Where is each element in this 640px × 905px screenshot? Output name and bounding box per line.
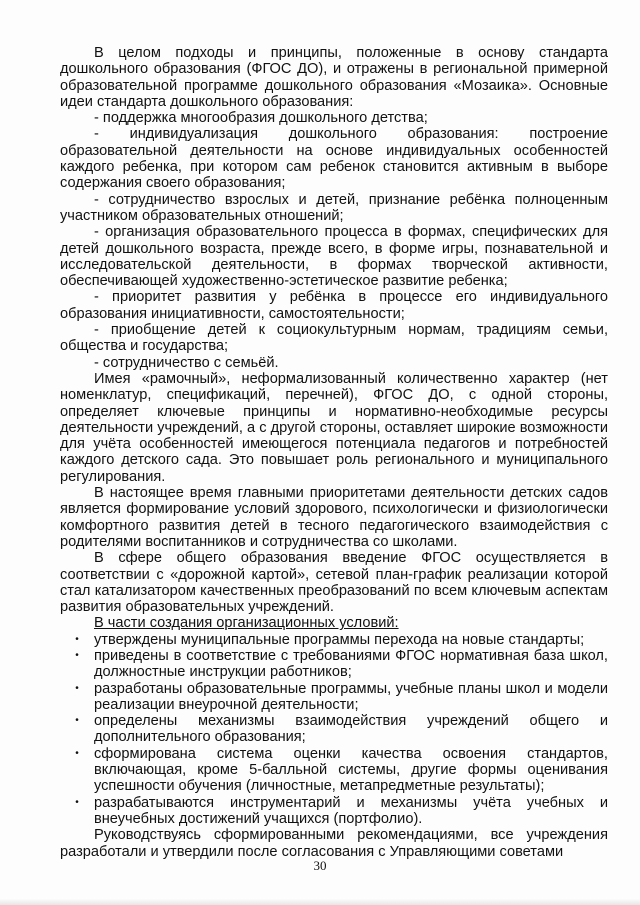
bullet-text: разработаны образовательные программы, учебные планы школ и модели реализации внеурочной деятельности; xyxy=(94,680,608,713)
bullet-icon: • xyxy=(75,649,79,661)
page-number: 30 xyxy=(313,858,327,873)
list-item: - поддержка многообразия дошкольного детства; xyxy=(94,110,428,127)
bullet-icon: • xyxy=(75,682,79,694)
list-item: - приобщение детей к социокультурным нормам, традициям семьи, общества и государства; xyxy=(60,322,608,355)
bullet-icon: • xyxy=(75,796,79,808)
closing-paragraph: Руководствуясь сформированными рекомендациями, все учреждения разработали и утвердили после согласования с Управляющими советами xyxy=(60,827,608,860)
bullet-icon: • xyxy=(75,633,79,645)
section-heading xyxy=(60,615,608,631)
bullet-text: разрабатываются инструментарий и механизмы учёта учебных и внеучебных достижений учащихся (портфолио). xyxy=(94,794,608,827)
paragraph: Имея «рамочный», неформализованный количественно характер (нет номенклатур, спецификаций, перечней), ФГОС ДО, с одной стороны, определяет ключевые принципы и нормативно-необходимые ресурсы деятельности учреждений, а с другой стороны, оставляет широкие возможности для учёта особенностей имеющегося потенциала педагогов и потребностей каждого детского сада. Это повышает роль регионального и муниципального регулирования. xyxy=(60,370,608,485)
list-item: - приоритет развития у ребёнка в процессе его индивидуального образования инициативности, самостоятельности; xyxy=(60,289,608,322)
bullet-text: утверждены муниципальные программы перехода на новые стандарты; xyxy=(94,631,585,648)
bullet-icon: • xyxy=(75,747,79,759)
bullet-item xyxy=(60,713,608,746)
bullet-text: определены механизмы взаимодействия учреждений общего и дополнительного образования; xyxy=(94,713,608,746)
bullet-text: приведены в соответствие с требованиями ФГОС нормативная база школ, должностные инструкции работников; xyxy=(94,647,608,681)
list-item: - сотрудничество с семьёй. xyxy=(94,354,279,371)
bullet-text: сформирована система оценки качества освоения стандартов, включающая, кроме 5-балльной системы, другие формы оценивания успешности обучения (личностные, метапредметные результаты); xyxy=(94,745,608,795)
paragraph: В настоящее время главными приоритетами деятельности детских садов является формирование условий здорового, психологически и физиологически комфортного развития детей в тесного педагогического взаимодействия с родителями воспитанников и сотрудничества со школами. xyxy=(60,485,608,550)
bullet-item xyxy=(60,681,608,714)
bullet-item xyxy=(60,746,608,795)
bullet-icon: • xyxy=(75,715,79,727)
list-item: - индивидуализация дошкольного образования: построение образовательной деятельности на основе индивидуальных особенностей каждого ребенка, при котором сам ребенок становится активным в выборе содержания своего образования; xyxy=(60,126,608,192)
bullet-item xyxy=(60,795,608,828)
section-heading-text: В части создания организационных условий: xyxy=(94,615,399,632)
paragraph: В целом подходы и принципы, положенные в основу стандарта дошкольного образования (ФГОС ДО), и отражены в региональной примерной образовательной программе дошкольного образования «Мозаика». Основные идеи стандарта дошкольного образования: xyxy=(60,45,608,110)
bullet-item xyxy=(60,648,608,681)
list-item: - организация образовательного процесса в формах, специфических для детей дошкольного возраста, прежде всего, в форме игры, познавательной и исследовательской деятельности, в формах творческой активности, обеспечивающей художественно-эстетическое развитие ребенка; xyxy=(60,224,608,290)
bullet-item xyxy=(60,632,608,648)
body-text xyxy=(60,45,608,860)
scan-edge xyxy=(0,898,640,905)
list-item: - сотрудничество взрослых и детей, признание ребёнка полноценным участником образовательных отношений; xyxy=(60,191,608,224)
paragraph: В сфере общего образования введение ФГОС осуществляется в соответствии с «дорожной картой», сетевой план-график реализации которой стал катализатором качественных преобразований по всем ключевым аспектам развития образовательных учреждений. xyxy=(60,550,608,616)
